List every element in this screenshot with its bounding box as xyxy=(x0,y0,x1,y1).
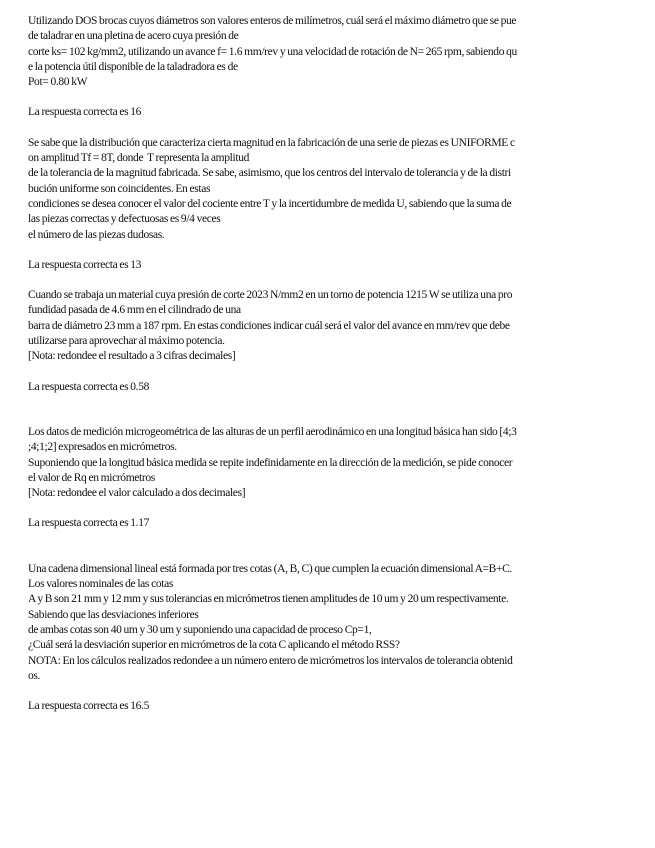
question-text-line: Utilizando DOS brocas cuyos diámetros son valores enteros de milímetros, cuál será el máximo diámetro que se pue xyxy=(28,15,517,27)
question-text-line: Suponiendo que la longitud básica medida se repite indefinidamente en la dirección de la medición, se pide conocer xyxy=(28,456,513,469)
question-text-line: Una cadena dimensional lineal está formada por tres cotas (A, B, C) que cumplen la ecuación dimensional A=B+C. xyxy=(28,562,512,575)
question-text-line: NOTA: En los cálculos realizados redondee a un número entero de micrómetros los intervalos de tolerancia obtenid xyxy=(28,654,513,667)
question-text-line: de la tolerancia de la magnitud fabricada. Se sabe, asimismo, que los centros del intervalo de tolerancia y de la distri xyxy=(28,167,511,180)
question-text-line: Los valores nominales de las cotas xyxy=(28,578,173,591)
question-text-line: bución uniforme son coincidentes. En estas xyxy=(28,182,211,195)
question-text-line: barra de diámetro 23 mm a 187 rpm. En estas condiciones indicar cuál será el valor del avance en mm/rev que debe xyxy=(28,319,510,332)
question-text-line: el valor de Rq en micrómetros xyxy=(28,471,155,484)
question-text-line: ;4;1;2] expresados en micrómetros. xyxy=(28,441,177,454)
answer-text: La respuesta correcta es 13 xyxy=(28,258,142,271)
question-text-line: [Nota: redondee el resultado a 3 cifras decimales] xyxy=(28,350,236,363)
question-5 xyxy=(28,562,630,715)
question-3 xyxy=(28,288,630,395)
question-text-line: condiciones se desea conocer el valor del cociente entre T y la incertidumbre de medida U, sabiendo que la suma de xyxy=(28,197,512,210)
document-page xyxy=(28,14,630,714)
question-text-line: de taladrar en una pletina de acero cuya presión de xyxy=(28,30,239,43)
question-text-line: el número de las piezas dudosas. xyxy=(28,228,165,241)
question-text-line: on amplitud Tf = 8T, donde T representa la amplitud xyxy=(28,152,250,165)
question-text-line: Se sabe que la distribución que caracteriza cierta magnitud en la fabricación de una serie de piezas es UNIFORME c xyxy=(28,136,515,149)
question-text-line: [Nota: redondee el valor calculado a dos decimales] xyxy=(28,487,246,500)
question-text-line: utilizarse para aprovechar al máximo potencia. xyxy=(28,335,225,348)
answer-text: La respuesta correcta es 1.17 xyxy=(28,517,149,530)
question-text-line: A y B son 21 mm y 12 mm y sus tolerancias en micrómetros tienen amplitudes de 10 um y 20 um respectivamente. xyxy=(28,593,509,606)
question-text-line: Sabiendo que las desviaciones inferiores xyxy=(28,608,199,621)
question-2 xyxy=(28,136,630,273)
question-text-line: ¿Cuál será la desviación superior en micrómetros de la cota C aplicando el método RSS? xyxy=(28,639,400,652)
question-text-line: las piezas correctas y defectuosas es 9/4 veces xyxy=(28,213,221,226)
question-1 xyxy=(28,14,630,121)
answer-text: La respuesta correcta es 16.5 xyxy=(28,700,149,713)
question-text-line: e la potencia útil disponible de la taladradora es de xyxy=(28,60,238,73)
question-text-line: Cuando se trabaja un material cuya presión de corte 2023 N/mm2 en un torno de potencia 1215 W se utiliza una pro xyxy=(28,289,513,302)
question-4 xyxy=(28,425,630,532)
answer-text: La respuesta correcta es 16 xyxy=(28,106,142,119)
answer-text: La respuesta correcta es 0.58 xyxy=(28,380,149,393)
question-text-line: os. xyxy=(28,669,41,682)
question-text-line: corte ks= 102 kg/mm2, utilizando un avance f= 1.6 mm/rev y una velocidad de rotación de N= 265 rpm, sabiendo qu xyxy=(28,45,517,58)
question-text-line: Los datos de medición microgeométrica de las alturas de un perfil aerodinámico en una longitud básica han sido [4;3 xyxy=(28,425,517,438)
question-text-line: de ambas cotas son 40 um y 30 um y suponiendo una capacidad de proceso Cp=1, xyxy=(28,623,372,636)
question-text-line: Pot= 0.80 kW xyxy=(28,76,88,89)
question-text-line: fundidad pasada de 4.6 mm en el cilindrado de una xyxy=(28,304,241,317)
